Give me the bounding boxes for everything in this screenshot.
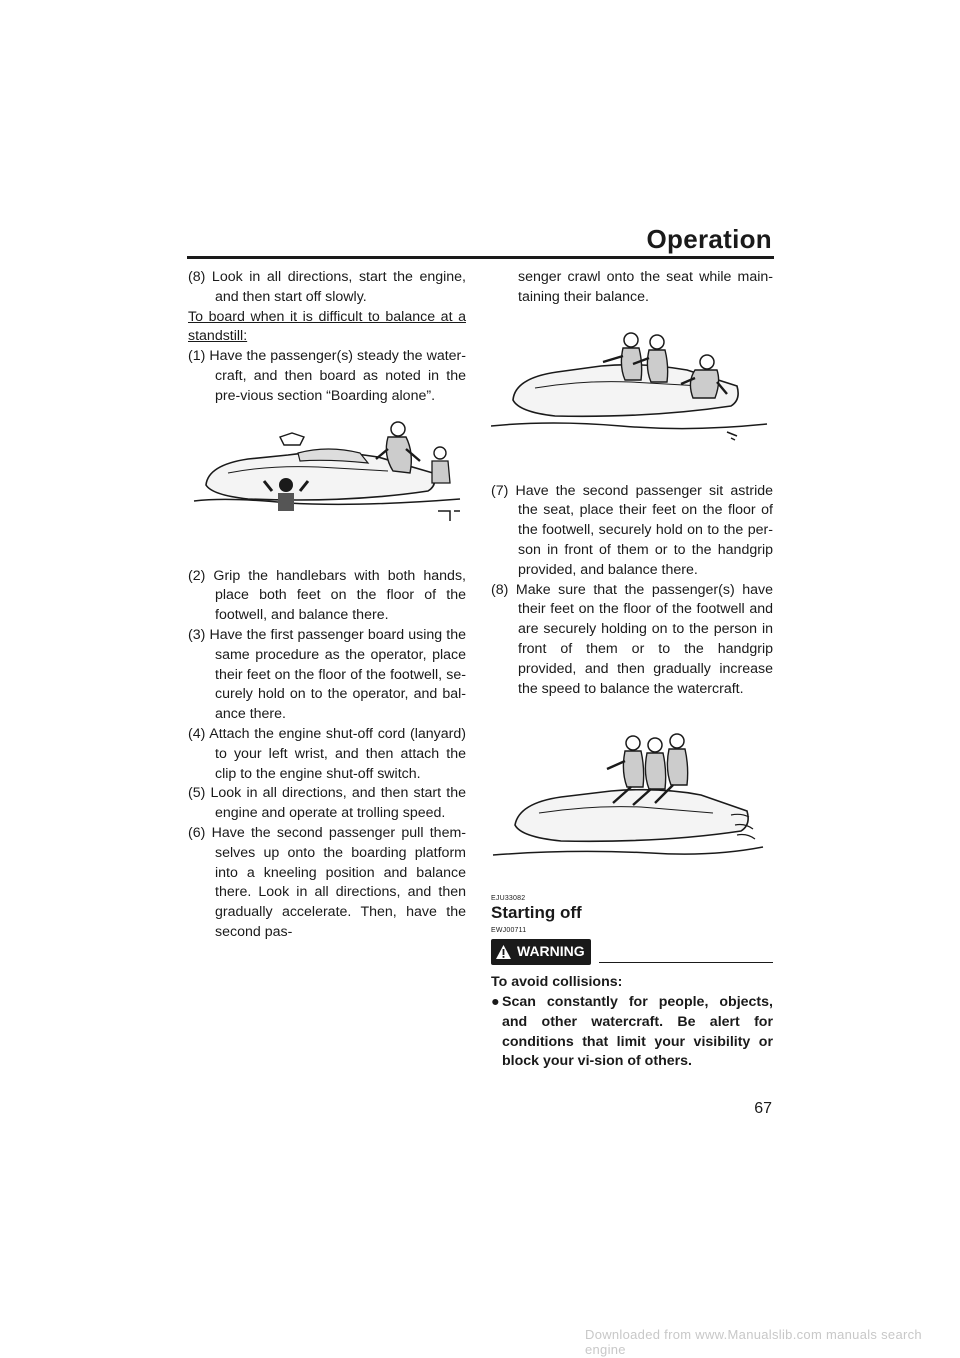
warning-bullet-text: Scan constantly for people, objects, and other watercraft. Be alert for conditions that limit your visibility or block your vi-sion of others.: [502, 993, 773, 1070]
step-2-grip-handlebars: (2) Grip the handlebars with both hands, place both feet on the floor of the footwell, and balance there.: [188, 567, 466, 624]
step-6-second-passenger: (6) Have the second passenger pull them-selves up onto the boarding platform into a kneeling position and balance there. Look in all directions, and then gradually accelerate. Then, have the second pas-: [188, 824, 466, 940]
page-number: 67: [754, 1100, 772, 1117]
warning-header: [491, 939, 773, 965]
illustration-passenger-crawling-onto-seat: [491, 322, 773, 452]
illustration-boarding-passengers-steady: [188, 415, 466, 535]
right-column: [491, 268, 773, 1072]
warning-bullet: [491, 993, 773, 1072]
page-title: Operation: [646, 224, 772, 254]
step-5-trolling-speed: (5) Look in all directions, and then start the engine and operate at trolling speed.: [188, 785, 466, 822]
step-8-balance-watercraft: (8) Make sure that the passenger(s) have their feet on the floor of the footwell and are securely holding on to the person in front of them or to the handgrip provided, and then gradually increase the speed to balance the watercraft.: [491, 581, 773, 697]
step-1-steady-watercraft: (1) Have the passenger(s) steady the water-craft, and then board as noted in the pre-vious section “Boarding alone”.: [188, 348, 466, 404]
subheading-difficult-balance: To board when it is difficult to balance at a standstill:: [188, 308, 466, 345]
warning-badge: [491, 939, 591, 965]
illustration-three-riders-underway: [491, 725, 773, 865]
bullet-dot-icon: ●: [491, 993, 500, 1010]
section-title-starting-off: Starting off: [491, 903, 582, 923]
warning-intro: To avoid collisions:: [491, 974, 623, 991]
step-6-continued: senger crawl onto the seat while main-taining their balance.: [518, 269, 773, 305]
warning-label: WARNING: [517, 943, 585, 960]
warning-code: EWJ00711: [491, 927, 527, 935]
step-4-shutoff-cord: (4) Attach the engine shut-off cord (lanyard) to your left wrist, and then attach the clip to the engine shut-off switch.: [188, 725, 466, 782]
left-column: [188, 268, 466, 943]
section-code: EJU33082: [491, 895, 526, 903]
step-7-second-passenger-sit: (7) Have the second passenger sit astride the seat, place their feet on the floor of the footwell, securely hold on to the per-son in front of them or to the handgrip provided, and balance there.: [491, 482, 773, 578]
step-3-first-passenger: (3) Have the first passenger board using the same procedure as the operator, place their feet on the floor of the footwell, se-curely hold on to the operator, and bal-ance there.: [188, 626, 466, 723]
warning-triangle-icon: [495, 944, 512, 960]
watermark-text: Downloaded from www.Manualslib.com manuals search engine: [585, 1327, 922, 1357]
step-8-start-off: (8) Look in all directions, start the engine, and then start off slowly.: [188, 269, 466, 305]
warning-rule: [599, 962, 773, 964]
header-rule: [187, 256, 774, 259]
